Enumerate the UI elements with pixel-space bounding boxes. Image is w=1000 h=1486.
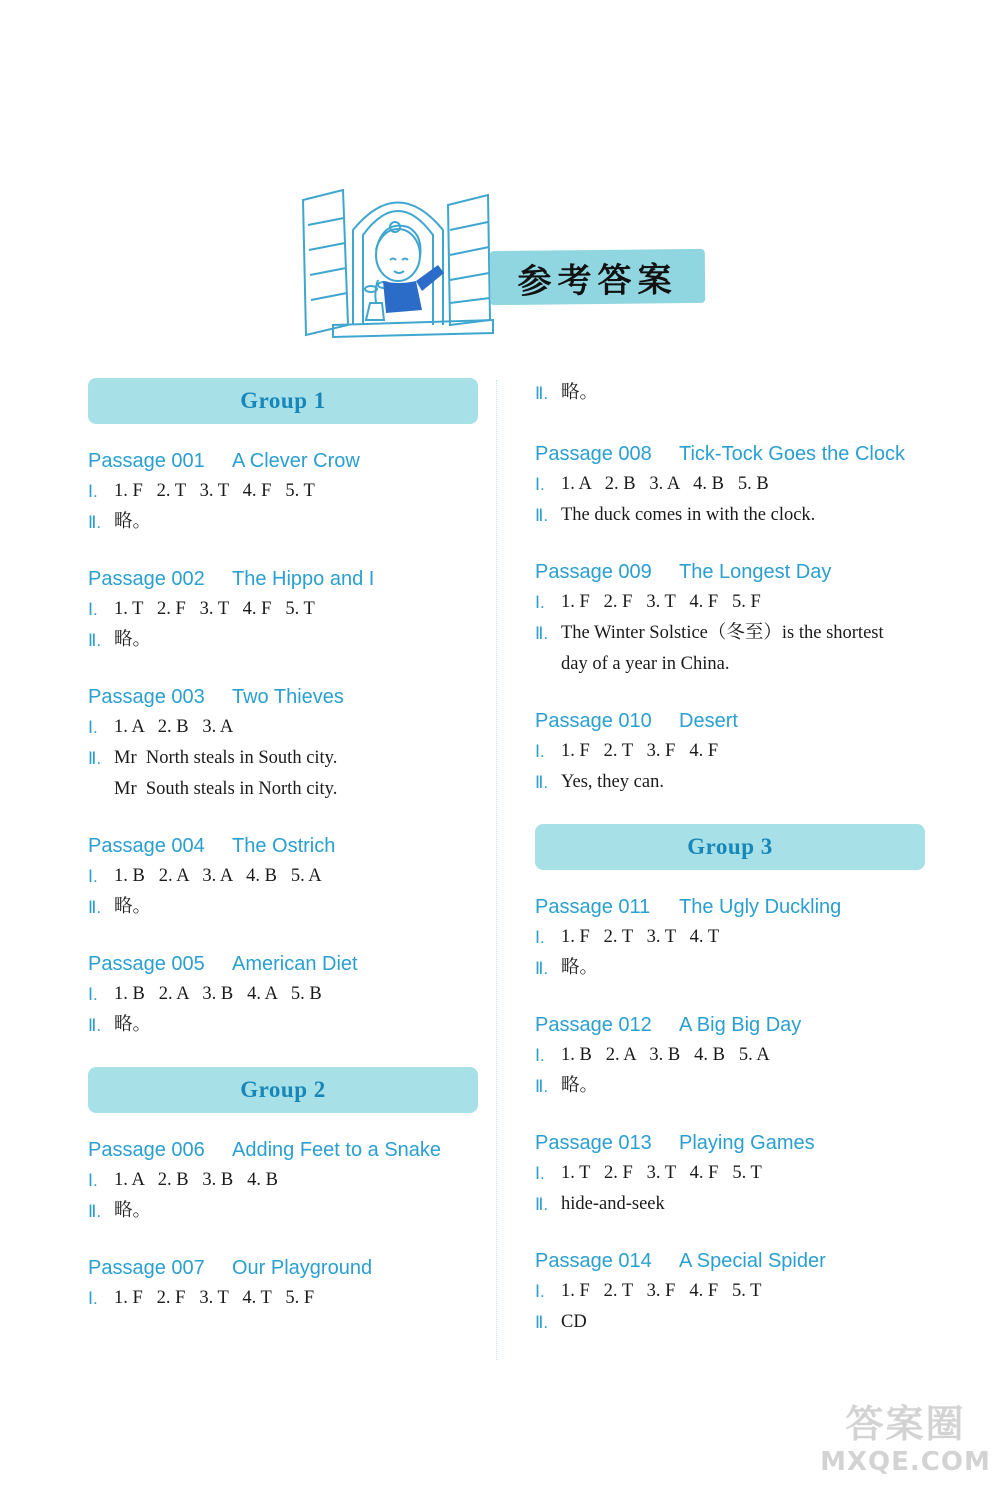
answer-row bbox=[88, 1283, 478, 1314]
answer-row bbox=[88, 743, 478, 774]
passage-heading bbox=[535, 557, 925, 587]
passage-number: Passage 006 bbox=[88, 1139, 205, 1161]
passage-heading bbox=[88, 1253, 478, 1283]
passage-heading bbox=[535, 1010, 925, 1040]
roman-numeral: Ⅱ. bbox=[535, 1077, 549, 1096]
roman-numeral: Ⅰ. bbox=[535, 1164, 545, 1183]
passage-number: Passage 001 bbox=[88, 450, 205, 472]
passage-heading bbox=[88, 1135, 478, 1165]
passage-number: Passage 013 bbox=[535, 1132, 652, 1154]
passage-title: A Big Big Day bbox=[679, 1014, 802, 1036]
answer-text: 略。 bbox=[561, 958, 599, 978]
roman-numeral: Ⅱ. bbox=[535, 384, 549, 403]
answer-text: The Winter Solstice（冬至）is the shortest bbox=[561, 623, 884, 643]
roman-numeral: Ⅰ. bbox=[88, 482, 98, 501]
passage-title: Playing Games bbox=[679, 1132, 815, 1154]
answer-text: 1. B 2. A 3. B 4. B 5. A bbox=[561, 1045, 770, 1065]
passage-block bbox=[88, 949, 478, 1041]
passage-block bbox=[88, 564, 478, 656]
group-banner: Group 1 bbox=[88, 378, 478, 424]
passage-block bbox=[535, 1010, 925, 1102]
answer-row bbox=[535, 649, 925, 680]
answer-row bbox=[88, 774, 478, 805]
answer-text: CD bbox=[561, 1312, 587, 1332]
answer-text: 略。 bbox=[114, 897, 152, 917]
answer-row bbox=[535, 469, 925, 500]
passage-number: Passage 009 bbox=[535, 561, 652, 583]
roman-numeral: Ⅰ. bbox=[88, 1289, 98, 1308]
roman-numeral: Ⅰ. bbox=[88, 718, 98, 737]
passage-title: Our Playground bbox=[232, 1257, 373, 1279]
answer-text: 1. F 2. T 3. F 4. F bbox=[561, 741, 719, 761]
answer-row bbox=[535, 1040, 925, 1071]
answer-row bbox=[88, 979, 478, 1010]
passage-block bbox=[88, 831, 478, 923]
passage-block bbox=[88, 682, 478, 805]
answer-row bbox=[535, 1276, 925, 1307]
passage-title: The Longest Day bbox=[679, 561, 832, 583]
roman-numeral: Ⅰ. bbox=[88, 867, 98, 886]
answer-text: 1. A 2. B 3. A bbox=[114, 717, 234, 737]
page-title: 参考答案 bbox=[490, 249, 706, 305]
passage-number: Passage 004 bbox=[88, 835, 205, 857]
roman-numeral: Ⅰ. bbox=[535, 1282, 545, 1301]
passage-title: The Ugly Duckling bbox=[679, 896, 842, 918]
answer-row bbox=[535, 922, 925, 953]
passage-title: American Diet bbox=[232, 953, 358, 975]
answer-text: 1. B 2. A 3. B 4. A 5. B bbox=[114, 984, 322, 1004]
answer-row bbox=[535, 1189, 925, 1220]
roman-numeral: Ⅰ. bbox=[535, 593, 545, 612]
answer-text: 1. T 2. F 3. T 4. F 5. T bbox=[114, 599, 315, 619]
answer-row bbox=[535, 500, 925, 531]
passage-heading bbox=[88, 831, 478, 861]
answer-row bbox=[535, 736, 925, 767]
passage-block bbox=[535, 1246, 925, 1338]
answer-row bbox=[88, 1196, 478, 1227]
group-banner: Group 3 bbox=[535, 824, 925, 870]
answer-row bbox=[88, 892, 478, 923]
passage-title: Two Thieves bbox=[232, 686, 344, 708]
passage-heading bbox=[88, 564, 478, 594]
answer-text: 略。 bbox=[561, 1076, 599, 1096]
answer-text: 略。 bbox=[114, 1201, 152, 1221]
answer-text: hide-and-seek bbox=[561, 1194, 665, 1214]
roman-numeral: Ⅱ. bbox=[88, 1202, 102, 1221]
answer-row bbox=[88, 507, 478, 538]
passage-block bbox=[535, 378, 925, 409]
roman-numeral: Ⅰ. bbox=[535, 475, 545, 494]
passage-number: Passage 007 bbox=[88, 1257, 205, 1279]
answer-text: day of a year in China. bbox=[561, 654, 730, 674]
answer-row bbox=[88, 1165, 478, 1196]
answer-row bbox=[535, 378, 925, 409]
passage-block bbox=[88, 1135, 478, 1227]
answer-text: Mr South steals in North city. bbox=[114, 779, 338, 799]
answer-text: 1. F 2. F 3. T 4. F 5. F bbox=[561, 592, 761, 612]
answer-text: 1. F 2. F 3. T 4. T 5. F bbox=[114, 1288, 315, 1308]
answer-text: The duck comes in with the clock. bbox=[561, 505, 816, 525]
roman-numeral: Ⅱ. bbox=[88, 1016, 102, 1035]
answer-row bbox=[535, 587, 925, 618]
answer-text: 略。 bbox=[114, 630, 152, 650]
answer-text: Yes, they can. bbox=[561, 772, 664, 792]
roman-numeral: Ⅱ. bbox=[535, 773, 549, 792]
roman-numeral: Ⅰ. bbox=[88, 600, 98, 619]
watermark-logo: 答案圈 bbox=[845, 1402, 966, 1446]
passage-title: A Clever Crow bbox=[232, 450, 360, 472]
answer-text: 略。 bbox=[114, 512, 152, 532]
passage-heading bbox=[535, 1128, 925, 1158]
answer-row bbox=[535, 1158, 925, 1189]
roman-numeral bbox=[88, 774, 114, 805]
passage-heading bbox=[535, 439, 925, 469]
passage-block bbox=[535, 892, 925, 984]
roman-numeral: Ⅱ. bbox=[535, 959, 549, 978]
roman-numeral: Ⅰ. bbox=[535, 1046, 545, 1065]
watermark-url: MXQE.COM bbox=[820, 1447, 991, 1477]
answer-row bbox=[88, 1010, 478, 1041]
passage-heading bbox=[535, 1246, 925, 1276]
watermark bbox=[818, 1402, 993, 1483]
roman-numeral: Ⅱ. bbox=[88, 513, 102, 532]
answer-row bbox=[88, 861, 478, 892]
passage-block bbox=[535, 557, 925, 680]
passage-block bbox=[535, 439, 925, 531]
answer-text: 1. T 2. F 3. T 4. F 5. T bbox=[561, 1163, 762, 1183]
passage-title: Adding Feet to a Snake bbox=[232, 1139, 442, 1161]
roman-numeral: Ⅱ. bbox=[535, 624, 549, 643]
answer-row bbox=[88, 476, 478, 507]
answer-text: 1. A 2. B 3. A 4. B 5. B bbox=[561, 474, 769, 494]
answer-text: Mr North steals in South city. bbox=[114, 748, 338, 768]
roman-numeral: Ⅱ. bbox=[88, 898, 102, 917]
roman-numeral: Ⅱ. bbox=[88, 749, 102, 768]
roman-numeral: Ⅰ. bbox=[535, 928, 545, 947]
answer-text: 1. B 2. A 3. A 4. B 5. A bbox=[114, 866, 322, 886]
passage-title: Desert bbox=[679, 710, 738, 732]
column-divider bbox=[496, 380, 497, 1360]
passage-number: Passage 014 bbox=[535, 1250, 652, 1272]
answer-text: 1. F 2. T 3. T 4. F 5. T bbox=[114, 481, 315, 501]
passage-heading bbox=[88, 682, 478, 712]
roman-numeral: Ⅰ. bbox=[88, 1171, 98, 1190]
passage-heading bbox=[88, 949, 478, 979]
passage-block bbox=[88, 446, 478, 538]
roman-numeral bbox=[535, 649, 561, 680]
passage-number: Passage 010 bbox=[535, 710, 652, 732]
roman-numeral: Ⅱ. bbox=[535, 506, 549, 525]
roman-numeral: Ⅱ. bbox=[88, 631, 102, 650]
passage-heading bbox=[535, 892, 925, 922]
passage-block bbox=[535, 706, 925, 798]
passage-block bbox=[88, 1253, 478, 1314]
roman-numeral: Ⅰ. bbox=[535, 742, 545, 761]
answer-text: 1. A 2. B 3. B 4. B bbox=[114, 1170, 278, 1190]
answer-row bbox=[535, 1071, 925, 1102]
passage-title: A Special Spider bbox=[679, 1250, 826, 1272]
answer-row bbox=[535, 953, 925, 984]
passage-heading bbox=[535, 706, 925, 736]
passage-number: Passage 003 bbox=[88, 686, 205, 708]
answer-row bbox=[88, 594, 478, 625]
left-column bbox=[88, 378, 478, 1340]
answer-text: 1. F 2. T 3. F 4. F 5. T bbox=[561, 1281, 762, 1301]
answer-row bbox=[535, 618, 925, 649]
passage-number: Passage 012 bbox=[535, 1014, 652, 1036]
answer-text: 略。 bbox=[114, 1015, 152, 1035]
passage-block bbox=[535, 1128, 925, 1220]
right-column bbox=[535, 378, 925, 1364]
group-banner: Group 2 bbox=[88, 1067, 478, 1113]
roman-numeral: Ⅱ. bbox=[535, 1195, 549, 1214]
passage-number: Passage 005 bbox=[88, 953, 205, 975]
passage-title: The Hippo and I bbox=[232, 568, 375, 590]
passage-number: Passage 002 bbox=[88, 568, 205, 590]
answer-row bbox=[535, 767, 925, 798]
answer-row bbox=[535, 1307, 925, 1338]
roman-numeral: Ⅰ. bbox=[88, 985, 98, 1004]
answer-text: 1. F 2. T 3. T 4. T bbox=[561, 927, 720, 947]
passage-title: The Ostrich bbox=[232, 835, 336, 857]
roman-numeral: Ⅱ. bbox=[535, 1313, 549, 1332]
answer-text: 略。 bbox=[561, 383, 599, 403]
answer-row bbox=[88, 625, 478, 656]
passage-number: Passage 008 bbox=[535, 443, 652, 465]
answer-row bbox=[88, 712, 478, 743]
passage-heading bbox=[88, 446, 478, 476]
passage-number: Passage 011 bbox=[535, 896, 651, 918]
passage-title: Tick-Tock Goes the Clock bbox=[679, 443, 905, 465]
